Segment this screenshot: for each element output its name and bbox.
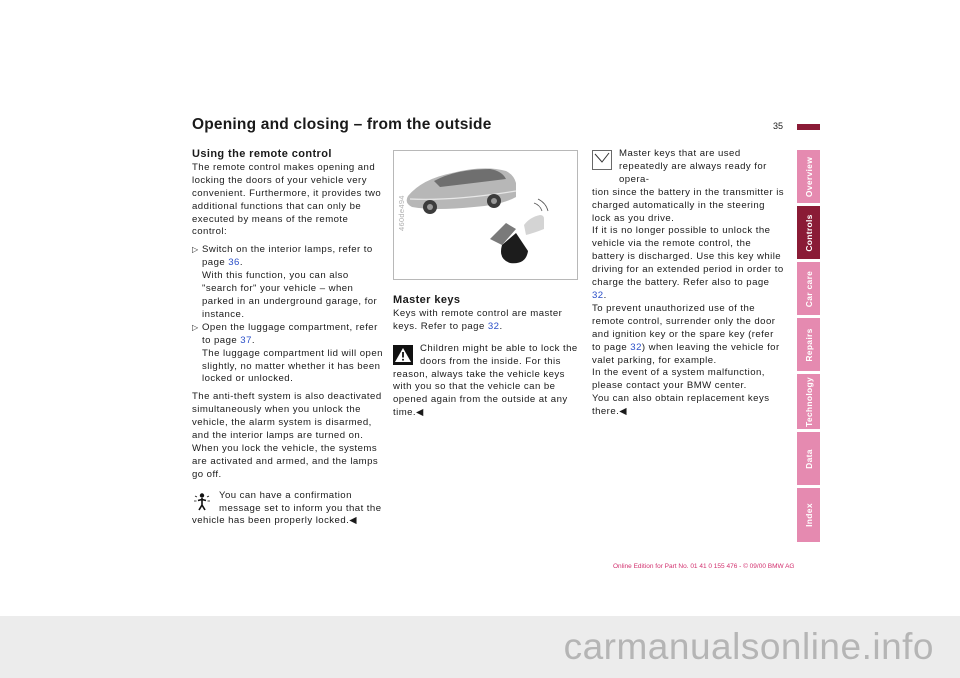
paragraph-malfunction: In the event of a system malfunction, please contact your BMW center. (592, 367, 765, 392)
tab-repairs[interactable]: Repairs (797, 318, 820, 371)
tab-index[interactable]: Index (797, 488, 820, 542)
list-item-detail: With this function, you can also "search for" your vehicle – when parked in an underground garage, for instance. (202, 270, 378, 320)
person-tip-icon (192, 492, 212, 512)
tab-controls[interactable]: Controls (797, 206, 820, 259)
paragraph-master-keys: Keys with remote control are master keys. Refer to page 32. (393, 307, 563, 332)
page-link[interactable]: 36 (228, 257, 240, 269)
page-link[interactable]: 32 (592, 289, 604, 301)
image-code-label: 460de494 (397, 195, 406, 231)
watermark-text: carmanualsonline.info (563, 626, 934, 667)
warning-icon (393, 345, 413, 365)
bullet-triangle-icon: ▷ (192, 322, 199, 332)
tab-overview[interactable]: Overview (797, 150, 820, 203)
column-master-keys-continued (592, 148, 785, 419)
paragraph-intro: The remote control makes opening and locking the doors of your vehicle very convenient. Furthermore, it provides two additional functions that can only be executed by means of the remote control: (192, 161, 382, 238)
warning-note: Children might be able to lock the doors from the inside. For this reason, always take the vehicle keys with you so that the vehicle can be opened again from the outside at any time.◀ (393, 342, 578, 419)
tab-technology[interactable]: Technology (797, 374, 820, 429)
info-note: Master keys that are used repeatedly are always ready for opera- tion since the battery in the transmitter is charged automatically in the steering lock as you drive. (592, 148, 785, 224)
list-item: ▷ Open the luggage compartment, refer to page 37. The luggage compartment lid will open slightly, no matter whether it has been locked or unlocked. (192, 321, 383, 385)
section-heading-remote-control: Using the remote control (192, 148, 332, 160)
page-link[interactable]: 37 (240, 334, 252, 346)
watermark-band (0, 616, 960, 678)
paragraph-battery: If it is no longer possible to unlock the vehicle via the remote control, the battery is discharged. Use this key while driving for an extended period in order to charge the battery. Refer also to page 32. (592, 225, 784, 301)
paragraph-antitheft: The anti-theft system is also deactivated simultaneously when you unlock the vehicle, the alarm system is disarmed, and the interior lamps are turned on. When you lock the vehicle, the systems are activated and armed, and the lamps go off. (192, 391, 382, 480)
page-number: 35 (773, 121, 784, 131)
list-item-detail: The luggage compartment lid will open slightly, no matter whether it has been locked or unlocked. (202, 347, 383, 385)
list-item: ▷ Switch on the interior lamps, refer to page 36. With this function, you can also "search for" your vehicle – when parked in an underground garage, for instance. (192, 244, 384, 321)
tab-data[interactable]: Data (797, 432, 820, 485)
footer-edition-note: Online Edition for Part No. 01 41 0 155 476 - © 09/00 BMW AG (613, 563, 795, 570)
key-and-car-illustration (393, 150, 578, 280)
car-key-drawing (394, 151, 577, 279)
section-heading-master-keys: Master keys (393, 294, 461, 306)
tab-car-care[interactable]: Car care (797, 262, 820, 315)
bullet-triangle-icon: ▷ (192, 245, 199, 255)
column-remote-control (192, 148, 384, 528)
paragraph-valet: To prevent unauthorized use of the remote control, surrender only the door and ignition key or the spare key (refer to page 32) when leaving the vehicle for valet parking, for example. (592, 302, 780, 366)
checkmark-note-icon (592, 150, 612, 170)
column-master-keys (393, 294, 583, 420)
page-title: Opening and closing – from the outside (192, 116, 492, 133)
paragraph-replacement: You can also obtain replacement keys there.◀ (592, 393, 770, 418)
page-number-marker (797, 124, 820, 130)
tip-note: You can have a confirmation message set to inform you that the vehicle has been properly locked.◀ (192, 489, 382, 527)
page-link[interactable]: 32 (630, 341, 642, 353)
page-link[interactable]: 32 (487, 320, 500, 332)
